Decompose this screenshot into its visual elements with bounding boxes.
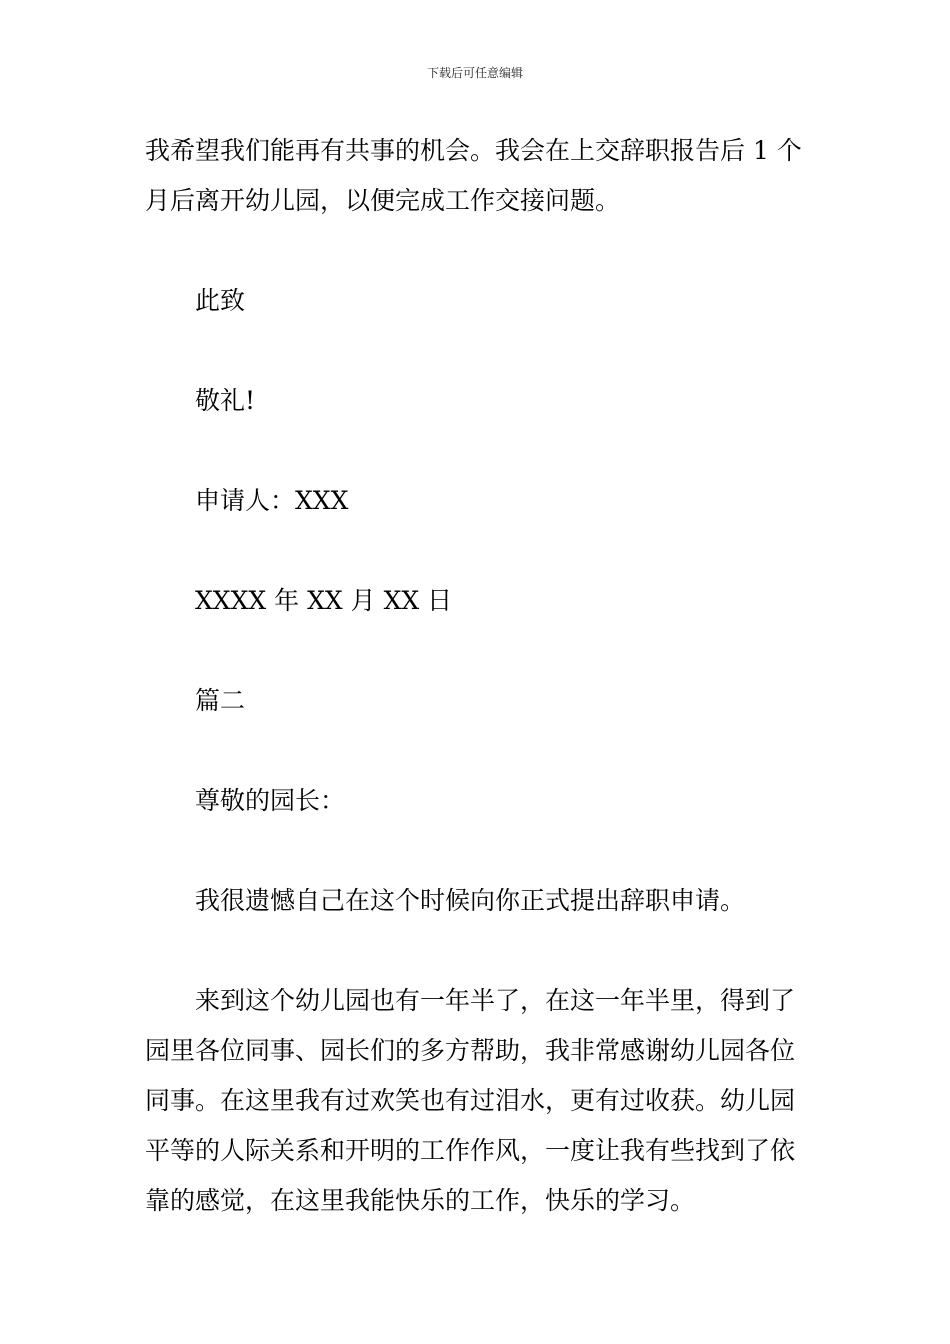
salute-line: 敬礼! [195, 386, 256, 415]
page-header-note: 下载后可任意编辑 [426, 66, 523, 80]
greeting-line: 尊敬的园长： [195, 786, 346, 815]
closing-line: 此致 [195, 286, 246, 315]
date-line: XXXX 年 XX 月 XX 日 [195, 586, 453, 615]
paragraph-continuation: 我希望我们能再有共事的机会。我会在上交辞职报告后 1 个月后离开幼儿园，以便完成工作交接问题。 [145, 136, 802, 215]
applicant-line: 申请人：XXX [195, 486, 349, 515]
paragraph-resignation: 我很遗憾自己在这个时候向你正式提出辞职申请。 [195, 886, 746, 915]
section-heading: 篇二 [195, 686, 246, 715]
paragraph-gratitude: 来到这个幼儿园也有一年半了，在这一年半里，得到了园里各位同事、园长们的多方帮助，我非常感谢幼儿园各位同事。在这里我有过欢笑也有过泪水，更有过收获。幼儿园平等的人际关系和开明的工作作风，一度让我有些找到了依靠的感觉，在这里我能快乐的工作，快乐的学习。 [145, 986, 796, 1215]
document-body [145, 126, 810, 1226]
